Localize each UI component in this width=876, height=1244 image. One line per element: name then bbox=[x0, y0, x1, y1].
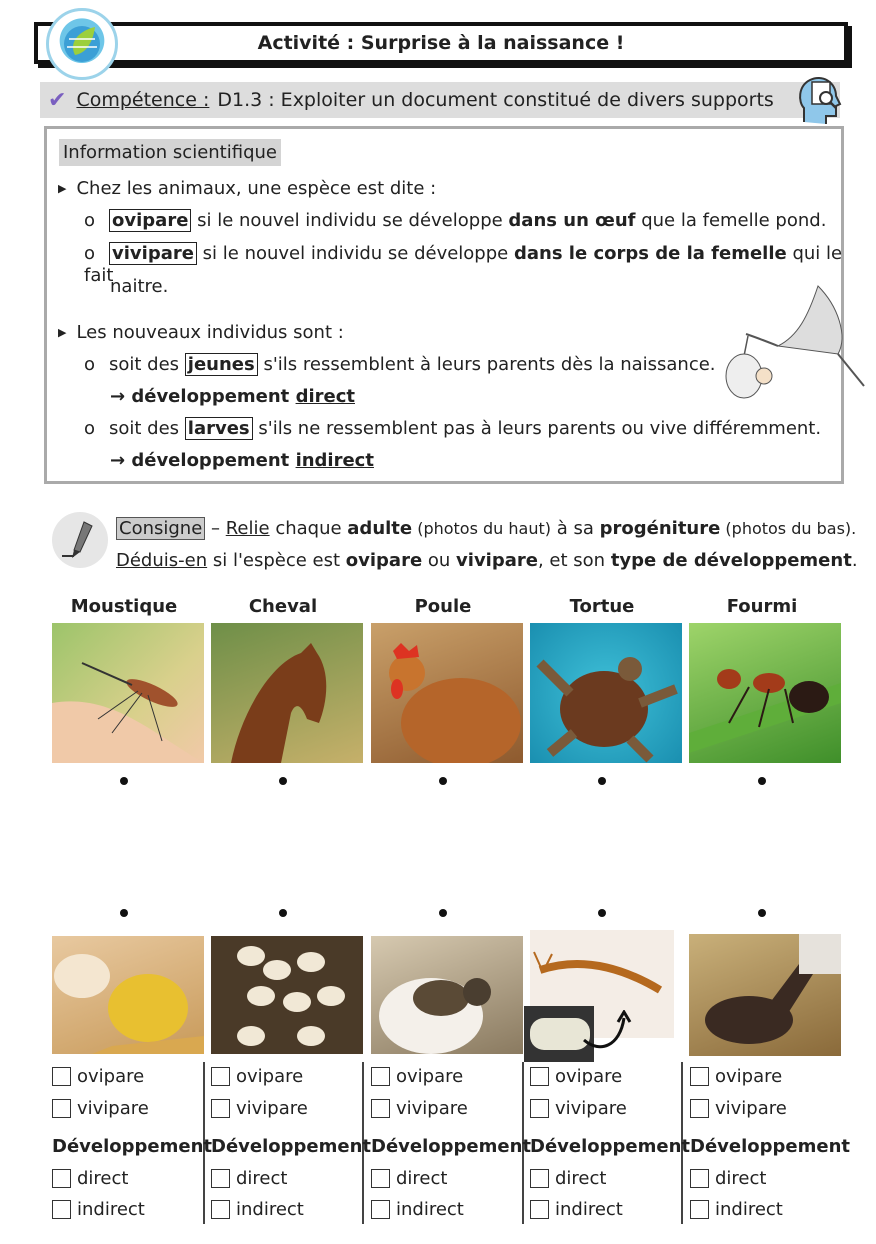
link-dot[interactable] bbox=[120, 909, 128, 917]
head-magnifier-icon bbox=[796, 72, 842, 128]
def-vivipare-cont: naitre. bbox=[110, 276, 169, 297]
checkbox-direct[interactable]: direct bbox=[371, 1168, 447, 1189]
bullet-especes: ▶ Chez les animaux, une espèce est dite : bbox=[58, 178, 437, 199]
consigne-line-1: Consigne – Relie chaque adulte (photos du haut) à sa progéniture (photos du bas). bbox=[116, 516, 856, 542]
pencil-icon bbox=[52, 512, 108, 568]
checkbox-direct[interactable]: direct bbox=[211, 1168, 287, 1189]
checkbox-direct[interactable]: direct bbox=[530, 1168, 606, 1189]
baby-turtle-photo bbox=[371, 936, 523, 1054]
animal-name: Fourmi bbox=[726, 596, 798, 617]
dev-heading: Développement bbox=[371, 1136, 531, 1157]
page-title: Activité : Surprise à la naissance ! bbox=[34, 22, 848, 64]
checkbox-indirect[interactable]: indirect bbox=[52, 1199, 145, 1220]
checkbox-ovipare[interactable]: ovipare bbox=[530, 1066, 622, 1087]
checkbox-ovipare[interactable]: ovipare bbox=[371, 1066, 463, 1087]
triangle-bullet-icon: ▶ bbox=[58, 326, 67, 339]
dev-heading: Développement bbox=[530, 1136, 690, 1157]
checkbox-vivipare[interactable]: vivipare bbox=[371, 1098, 468, 1119]
dev-indirect: → développement indirect bbox=[110, 450, 374, 471]
checkbox-indirect[interactable]: indirect bbox=[211, 1199, 304, 1220]
link-dot[interactable] bbox=[758, 909, 766, 917]
link-dot[interactable] bbox=[439, 777, 447, 785]
checkbox-indirect[interactable]: indirect bbox=[530, 1199, 623, 1220]
dev-heading: Développement bbox=[52, 1136, 212, 1157]
checkbox-direct[interactable]: direct bbox=[52, 1168, 128, 1189]
mosquito-photo bbox=[52, 623, 204, 763]
foal-photo bbox=[689, 934, 841, 1056]
checkbox-ovipare[interactable]: ovipare bbox=[211, 1066, 303, 1087]
globe-leaf-logo bbox=[46, 8, 118, 80]
checkbox-ovipare[interactable]: ovipare bbox=[690, 1066, 782, 1087]
horse-photo bbox=[211, 623, 363, 763]
link-dot[interactable] bbox=[279, 777, 287, 785]
checkbox-vivipare[interactable]: vivipare bbox=[530, 1098, 627, 1119]
stork-illustration bbox=[718, 276, 868, 406]
info-title: Information scientifique bbox=[59, 139, 281, 166]
animal-name: Poule bbox=[414, 596, 472, 617]
competence-label: Compétence : bbox=[76, 89, 210, 111]
link-dot[interactable] bbox=[758, 777, 766, 785]
triangle-bullet-icon: ▶ bbox=[58, 182, 67, 195]
chick-photo bbox=[52, 936, 204, 1054]
animal-name: Moustique bbox=[70, 596, 178, 617]
link-dot[interactable] bbox=[598, 909, 606, 917]
checkbox-vivipare[interactable]: vivipare bbox=[690, 1098, 787, 1119]
animal-name: Cheval bbox=[248, 596, 318, 617]
checkbox-direct[interactable]: direct bbox=[690, 1168, 766, 1189]
link-dot[interactable] bbox=[598, 777, 606, 785]
animal-name: Tortue bbox=[569, 596, 635, 617]
def-larves: o soit des larves s'ils ne ressemblent pas à leurs parents ou vive différemment. bbox=[84, 418, 822, 439]
checkmark-icon: ✔ bbox=[48, 87, 67, 113]
link-dot[interactable] bbox=[439, 909, 447, 917]
ant-larvae-photo bbox=[211, 936, 363, 1054]
checkbox-vivipare[interactable]: vivipare bbox=[211, 1098, 308, 1119]
dev-heading: Développement bbox=[211, 1136, 371, 1157]
consigne-line-2: Déduis-en si l'espèce est ovipare ou vivipare, et son type de développement. bbox=[116, 550, 858, 571]
curved-arrow-icon bbox=[582, 1010, 632, 1058]
competence-text: D1.3 : Exploiter un document constitué de divers supports bbox=[217, 89, 774, 111]
def-ovipare: o ovipare si le nouvel individu se développe dans un œuf que la femelle pond. bbox=[84, 210, 827, 231]
link-dot[interactable] bbox=[120, 777, 128, 785]
dev-direct: → développement direct bbox=[110, 386, 355, 407]
checkbox-ovipare[interactable]: ovipare bbox=[52, 1066, 144, 1087]
checkbox-vivipare[interactable]: vivipare bbox=[52, 1098, 149, 1119]
def-jeunes: o soit des jeunes s'ils ressemblent à leurs parents dès la naissance. bbox=[84, 354, 716, 375]
checkbox-indirect[interactable]: indirect bbox=[690, 1199, 783, 1220]
link-dot[interactable] bbox=[279, 909, 287, 917]
competence-bar bbox=[40, 82, 840, 118]
hen-photo bbox=[371, 623, 523, 763]
def-vivipare: o vivipare si le nouvel individu se développe dans le corps de la femelle qui le fait bbox=[84, 243, 843, 286]
turtle-photo bbox=[530, 623, 682, 763]
ant-photo bbox=[689, 623, 841, 763]
checkbox-indirect[interactable]: indirect bbox=[371, 1199, 464, 1220]
dev-heading: Développement bbox=[690, 1136, 850, 1157]
bullet-individus: ▶ Les nouveaux individus sont : bbox=[58, 322, 344, 343]
